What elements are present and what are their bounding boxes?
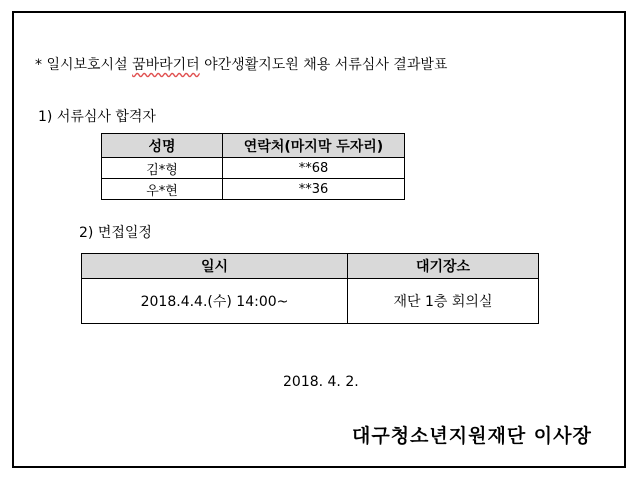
header-datetime: 일시	[82, 254, 348, 279]
applicant-contact: **68	[223, 158, 405, 179]
passed-applicants-table	[101, 133, 405, 200]
announcement-title-suffix: 야간생활지도원 채용 서류심사 결과발표	[199, 57, 448, 73]
table-row	[102, 179, 405, 200]
table-header-row	[102, 134, 405, 158]
interview-datetime: 2018.4.4.(수) 14:00~	[82, 279, 348, 324]
header-contact: 연락처(마지막 두자리)	[223, 134, 405, 158]
announcement-bullet: *	[35, 57, 42, 73]
announcement-title-underlined: 꿈바라기터	[132, 57, 200, 73]
interview-schedule-table	[81, 253, 539, 324]
table-row	[102, 158, 405, 179]
interview-waiting-room: 재단 1층 회의실	[348, 279, 539, 324]
header-waiting-room: 대기장소	[348, 254, 539, 279]
applicant-contact: **36	[223, 179, 405, 200]
announcement-title-prefix: 일시보호시설	[46, 57, 133, 73]
applicant-name: 우*현	[102, 179, 223, 200]
document-date: 2018. 4. 2.	[283, 374, 359, 390]
section1-heading: 1) 서류심사 합격자	[38, 109, 156, 125]
issuer-signature: 대구청소년지원재단 이사장	[352, 425, 592, 447]
applicant-name: 김*형	[102, 158, 223, 179]
announcement-title	[35, 54, 447, 74]
table-row	[82, 279, 539, 324]
section2-heading: 2) 면접일정	[79, 225, 152, 241]
header-name: 성명	[102, 134, 223, 158]
table-header-row	[82, 254, 539, 279]
